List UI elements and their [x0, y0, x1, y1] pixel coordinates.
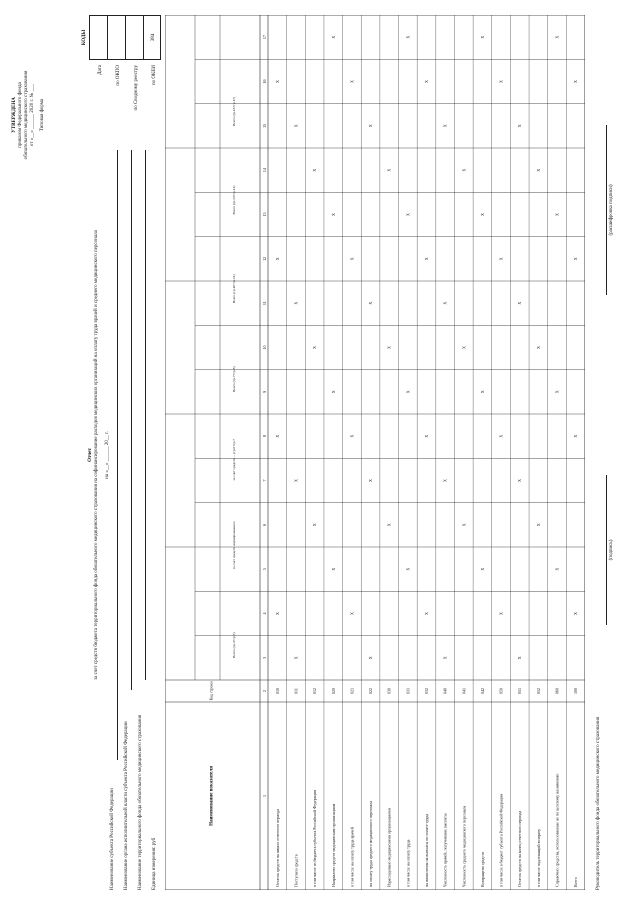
codes-title: КОДЫ: [82, 29, 87, 46]
form-type: Типовая форма: [40, 98, 45, 132]
header-group-label: Всего (гр.4+гр.5): [232, 632, 236, 658]
row-code: 060: [554, 688, 560, 694]
x-mark: X: [479, 567, 485, 571]
x-mark: X: [386, 168, 392, 172]
sign-caption: (подпись): [609, 539, 614, 561]
col-number: 7: [262, 479, 267, 482]
x-mark: X: [442, 656, 448, 660]
org-field-region: Наименование субъекта Российской Федерации: [110, 788, 115, 890]
x-mark: X: [386, 346, 392, 349]
report-subtitle: за счет средств бюджета территориального фонда обязательного медицинского страхования на софинансирование расходов медицинских организаций на оплату труда врачей и среднего медицинского персонала: [94, 230, 99, 680]
col-number: 8: [262, 435, 267, 438]
x-mark: X: [405, 213, 411, 216]
col-number: 4: [262, 612, 267, 615]
codes-label-register: по Сводному реестру: [134, 65, 139, 111]
x-mark: X: [405, 390, 411, 394]
col-number: 10: [262, 345, 267, 350]
row-name: в том числе в бюджет субъекта Российской Федерации: [498, 793, 504, 887]
codes-label-okpo: по ОКПО: [116, 65, 121, 86]
x-mark: X: [461, 346, 467, 349]
header-group-label: за счет средств ... (гр.6+гр.7: [232, 439, 236, 481]
row-name: Остаток средств на начало отчетного периода: [274, 809, 280, 887]
x-mark: X: [442, 479, 448, 482]
x-mark: X: [517, 656, 523, 660]
header-group-label: Всего (гр.10+гр.11): [232, 274, 236, 304]
row-name: Направлено средств медицинским организациям: [330, 803, 336, 887]
row-code: 011: [293, 688, 299, 694]
x-mark: X: [517, 124, 523, 128]
row-code: 051: [517, 688, 523, 694]
x-mark: X: [535, 168, 541, 172]
x-mark: X: [554, 213, 560, 216]
col-number: 2: [262, 690, 267, 692]
header-group-label: Всего (гр.16+гр.17): [232, 96, 236, 126]
x-mark: X: [330, 390, 336, 394]
row-code: 030: [386, 688, 392, 694]
col-number: 17: [262, 35, 267, 40]
row-name: в том числе подлежащий возврату: [535, 828, 541, 887]
approval-line-3: от «__» ______ 2020 г. № ___: [30, 83, 35, 147]
x-mark: X: [554, 35, 560, 39]
approval-line-1: приказом Федерального фонда: [18, 82, 23, 148]
x-mark: X: [554, 390, 560, 394]
x-mark: X: [312, 523, 318, 527]
col-number: 13: [262, 212, 267, 217]
row-code: 032: [424, 688, 429, 694]
x-mark: X: [293, 301, 299, 305]
x-mark: X: [573, 257, 579, 261]
report-title: Отчет: [88, 448, 93, 462]
x-mark: X: [424, 80, 429, 83]
org-field-unit: Единица измерения: руб: [152, 837, 157, 890]
row-name: Поступило средств: [293, 854, 299, 887]
col-number: 5: [262, 568, 267, 571]
row-code: 041: [461, 688, 467, 694]
row-code: 050: [498, 688, 504, 694]
x-mark: X: [274, 257, 280, 261]
x-mark: X: [461, 523, 467, 527]
x-mark: X: [312, 168, 318, 172]
table-grid: [165, 15, 585, 890]
name-caption: (расшифровка подписи): [609, 184, 614, 236]
org-field-authority: Наименование органа исполнительной власти субъекта Российской Федерации: [124, 721, 129, 890]
row-name: Остаток средств на конец отчетного периода: [517, 810, 523, 887]
x-mark: X: [293, 656, 299, 660]
col-number: 15: [262, 123, 267, 128]
x-mark: X: [349, 257, 355, 261]
x-mark: X: [349, 434, 355, 438]
x-mark: X: [498, 257, 504, 261]
row-name: Численность врачей, получивших выплаты: [442, 813, 448, 887]
org-field-fund: Наименование территориального фонда обязательного медицинского страхования: [138, 714, 143, 890]
x-mark: X: [517, 301, 523, 305]
x-mark: X: [405, 35, 411, 39]
x-mark: X: [424, 612, 429, 615]
row-code: 010: [274, 688, 280, 694]
x-mark: X: [405, 567, 411, 571]
row-code: 052: [535, 688, 541, 694]
approval-block: [12, 25, 46, 205]
x-mark: X: [573, 612, 579, 615]
x-mark: X: [368, 656, 374, 660]
col-number: 12: [262, 256, 267, 261]
x-mark: X: [498, 612, 504, 615]
x-mark: X: [386, 523, 392, 527]
codes-label-date: Дата: [98, 65, 103, 75]
row-name: на начисления на выплаты по оплате труда: [424, 813, 429, 887]
x-mark: X: [312, 346, 318, 349]
report-header: [88, 95, 111, 815]
x-mark: X: [517, 479, 523, 482]
col-number: 1: [262, 795, 267, 797]
row-code: 020: [330, 688, 336, 694]
row-name: Численность среднего медицинского персонала: [461, 805, 467, 887]
x-mark: X: [461, 168, 467, 172]
report-table: [165, 15, 585, 890]
codes-label-okei: по ОКЕИ: [152, 65, 157, 86]
header-code: Код строки: [208, 681, 214, 701]
header-group-label: за счет средств нормированного: [232, 521, 236, 570]
x-mark: X: [573, 80, 579, 83]
col-number: 11: [262, 301, 267, 306]
x-mark: X: [479, 213, 485, 216]
x-mark: X: [424, 434, 429, 438]
x-mark: X: [479, 390, 485, 394]
row-name: в том числе на оплату труда врачей: [349, 827, 355, 887]
x-mark: X: [330, 213, 336, 216]
row-name: в том числе на оплату труда: [405, 839, 411, 887]
approval-title: УТВЕРЖДЕНА: [12, 97, 17, 133]
row-name: Израсходовано медицинскими организациями: [386, 808, 392, 887]
x-mark: X: [274, 434, 280, 438]
row-code: 100: [573, 688, 579, 694]
row-name: Всего: [573, 877, 579, 887]
row-name: в том числе из бюджета субъекта Российской Федерации: [312, 790, 318, 887]
x-mark: X: [349, 80, 355, 83]
approval-line-2: обязательного медицинского страхования: [24, 70, 29, 160]
x-mark: X: [498, 434, 504, 438]
x-mark: X: [535, 346, 541, 349]
x-mark: X: [498, 80, 504, 83]
row-code: 040: [442, 688, 448, 694]
x-mark: X: [368, 301, 374, 305]
row-code: 042: [479, 688, 485, 694]
x-mark: X: [274, 612, 280, 615]
x-mark: X: [573, 434, 579, 438]
col-number: 3: [262, 656, 267, 659]
x-mark: X: [349, 612, 355, 615]
header-name: Наименование показателя: [209, 766, 215, 826]
row-code: 031: [405, 688, 411, 694]
col-number: 9: [262, 390, 267, 393]
row-name: Справочно: средства, использованные не по целевому назначению: [554, 773, 560, 887]
x-mark: X: [479, 35, 485, 39]
x-mark: X: [293, 479, 299, 482]
row-code: 012: [312, 688, 318, 694]
row-name: Возвращено средств: [479, 852, 485, 887]
header-group-label: Всего (гр.7+гр.8): [232, 366, 236, 392]
x-mark: X: [442, 124, 448, 128]
row-code: 021: [349, 688, 355, 694]
report-date: на «__» ______ 20__ г.: [105, 431, 110, 479]
x-mark: X: [554, 567, 560, 571]
x-mark: X: [293, 124, 299, 128]
x-mark: X: [442, 301, 448, 305]
x-mark: X: [330, 35, 336, 39]
x-mark: X: [330, 567, 336, 571]
col-number: 14: [262, 168, 267, 173]
x-mark: X: [274, 80, 280, 83]
x-mark: X: [535, 523, 541, 527]
row-code: 022: [368, 688, 374, 694]
col-number: 6: [262, 523, 267, 526]
col-number: 16: [262, 79, 267, 84]
row-name: на оплату труда среднего медицинского персонала: [368, 800, 374, 887]
x-mark: X: [368, 479, 374, 482]
x-mark: X: [424, 257, 429, 261]
footer-signer: Руководитель территориального фонда обязательного медицинского страхования: [596, 716, 601, 890]
header-group-label: Всего (гр.13+гр.14): [232, 185, 236, 215]
x-mark: X: [368, 124, 374, 128]
okei-value: 384: [151, 33, 156, 42]
